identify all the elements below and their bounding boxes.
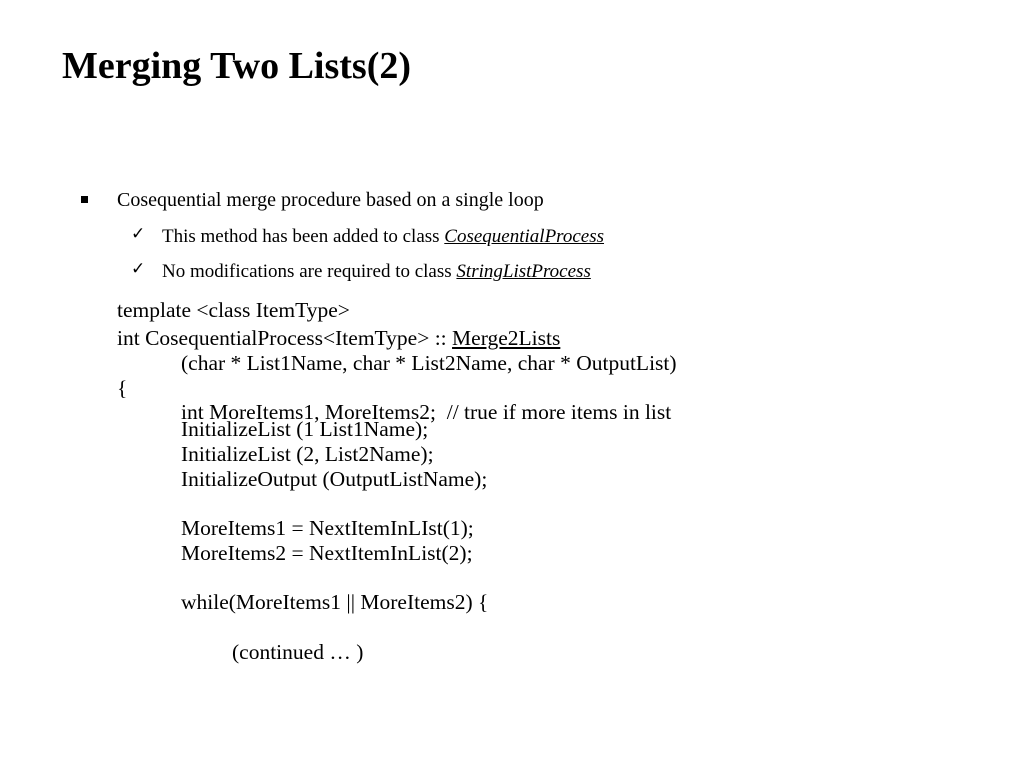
code-line: MoreItems2 = NextItemInList(2); (181, 541, 473, 565)
slide-title: Merging Two Lists(2) (62, 45, 412, 87)
code-line: template <class ItemType> (117, 298, 350, 322)
code-line: { (117, 376, 128, 400)
code-line: (continued … ) (232, 640, 364, 664)
sub-bullet-text (162, 262, 591, 281)
sub-bullet-prefix: No modifications are required to class (162, 261, 457, 282)
square-bullet-icon (81, 196, 88, 203)
bullet-text: Cosequential merge procedure based on a single loop (117, 189, 544, 211)
code-line: InitializeList (2, List2Name); (181, 442, 434, 466)
class-name-link[interactable]: StringListProcess (456, 261, 591, 282)
code-line: InitializeList (1 List1Name); (181, 417, 429, 441)
code-text: int CosequentialProcess<ItemType> :: (117, 326, 453, 350)
class-name-link[interactable]: CosequentialProcess (444, 226, 605, 247)
checkmark-icon: ✓ (131, 224, 146, 244)
checkmark-icon: ✓ (131, 259, 146, 279)
code-line: while(MoreItems1 || MoreItems2) { (181, 590, 489, 614)
sub-bullet-text (162, 227, 604, 246)
method-name-link[interactable]: Merge2Lists (452, 326, 561, 350)
sub-bullet-prefix: This method has been added to class (162, 226, 445, 247)
code-line: MoreItems1 = NextItemInLIst(1); (181, 516, 474, 540)
code-line: int MoreItems1, MoreItems2; // true if more items in list (181, 400, 672, 424)
code-line: (char * List1Name, char * List2Name, char * OutputList) (181, 351, 677, 375)
code-line: InitializeOutput (OutputListName); (181, 467, 488, 491)
code-line (117, 328, 560, 350)
